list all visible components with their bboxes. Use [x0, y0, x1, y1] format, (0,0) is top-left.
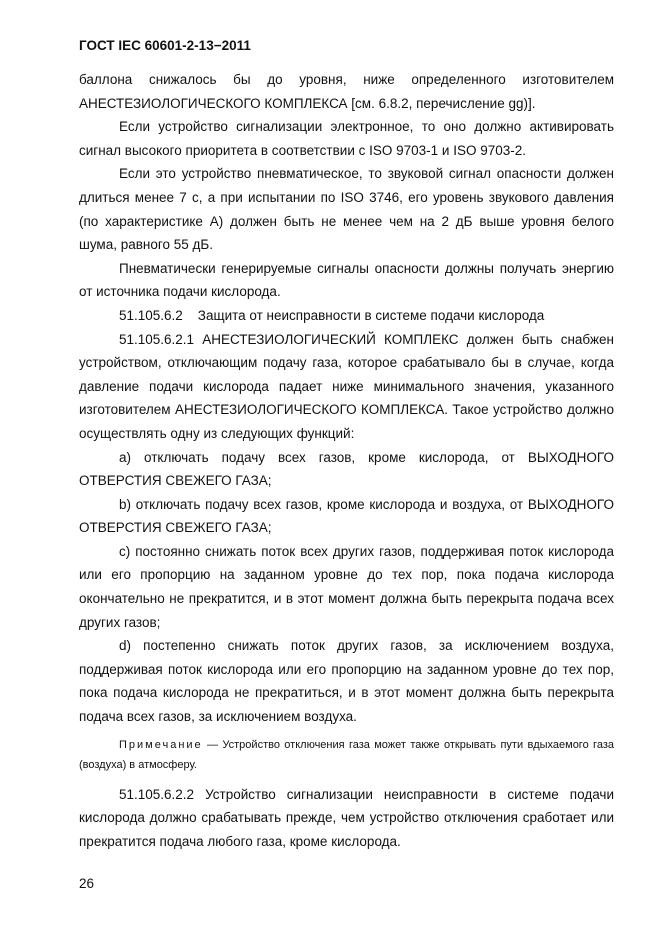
section-heading: 51.105.6.2 Защита от неисправности в системе подачи кислорода [119, 307, 545, 323]
note-label: Примечание [119, 738, 203, 751]
page-number: 26 [79, 876, 95, 891]
list-item: d) постепенно снижать поток других газов, за исключением воздуха, поддерживая поток кислорода или его пропорцию на заданном уровне до тех пор, пока подача кислорода не прекратиться, и в этот момент должна быть перекрыта подача всех газов, за исключением воздуха. [79, 638, 614, 725]
list-item: a) отключать подачу всех газов, кроме кислорода, от ВЫХОДНОГО ОТВЕРСТИЯ СВЕЖЕГО ГАЗА; [79, 449, 614, 489]
paragraph: Если устройство сигнализации электронное, то оно должно активировать сигнал высокого приоритета в соответствии с ISO 9703-1 и ISO 9703-2. [79, 119, 614, 158]
paragraph: 51.105.6.2.2 Устройство сигнализации неисправности в системе подачи кислорода должно срабатывать прежде, чем устройство отключения сработает или прекратится подача любого газа, кроме кислорода. [79, 786, 614, 849]
paragraph: 51.105.6.2.1 АНЕСТЕЗИОЛОГИЧЕСКИЙ КОМПЛЕКС должен быть снабжен устройством, отключающим подачу газа, которое срабатывало бы в случае, когда давление подачи кислорода падает ниже минимального значения, указанного изготовителем АНЕСТЕЗИОЛОГИЧЕСКОГО КОМПЛЕКСА. Такое устройство должно осуществлять одну из следующих функций: [79, 331, 614, 441]
note [79, 735, 614, 775]
paragraph: Пневматически генерируемые сигналы опасности должны получать энергию от источника подачи кислорода. [79, 260, 614, 300]
paragraph: Если это устройство пневматическое, то звуковой сигнал опасности должен длиться менее 7 с, а при испытании по ISO 3746, его уровень звукового давления (по характеристике А) должен быть не менее чем на 2 дБ выше уровня белого шума, равного 55 дБ. [79, 166, 614, 253]
list-item: c) постоянно снижать поток всех других газов, поддерживая поток кислорода или его пропорцию на заданном уровне до тех пор, пока подача кислорода окончательно не прекратится, и в этот момент должна быть перекрыта подача всех других газов; [79, 543, 614, 630]
document-body [79, 68, 614, 853]
paragraph: баллона снижалось бы до уровня, ниже определенного изготовителем АНЕСТЕЗИОЛОГИЧЕСКОГО КОМПЛЕКСА [см. 6.8.2, перечисление gg)]. [79, 72, 614, 111]
note-text: — Устройство отключения газа может также открывать пути вдыхаемого газа (воздуха) в атмосферу. [79, 738, 614, 771]
document-header: ГОСТ IEC 60601-2-13−2011 [79, 38, 251, 53]
list-item: b) отключать подачу всех газов, кроме кислорода и воздуха, от ВЫХОДНОГО ОТВЕРСТИЯ СВЕЖЕГО ГАЗА; [79, 496, 614, 536]
